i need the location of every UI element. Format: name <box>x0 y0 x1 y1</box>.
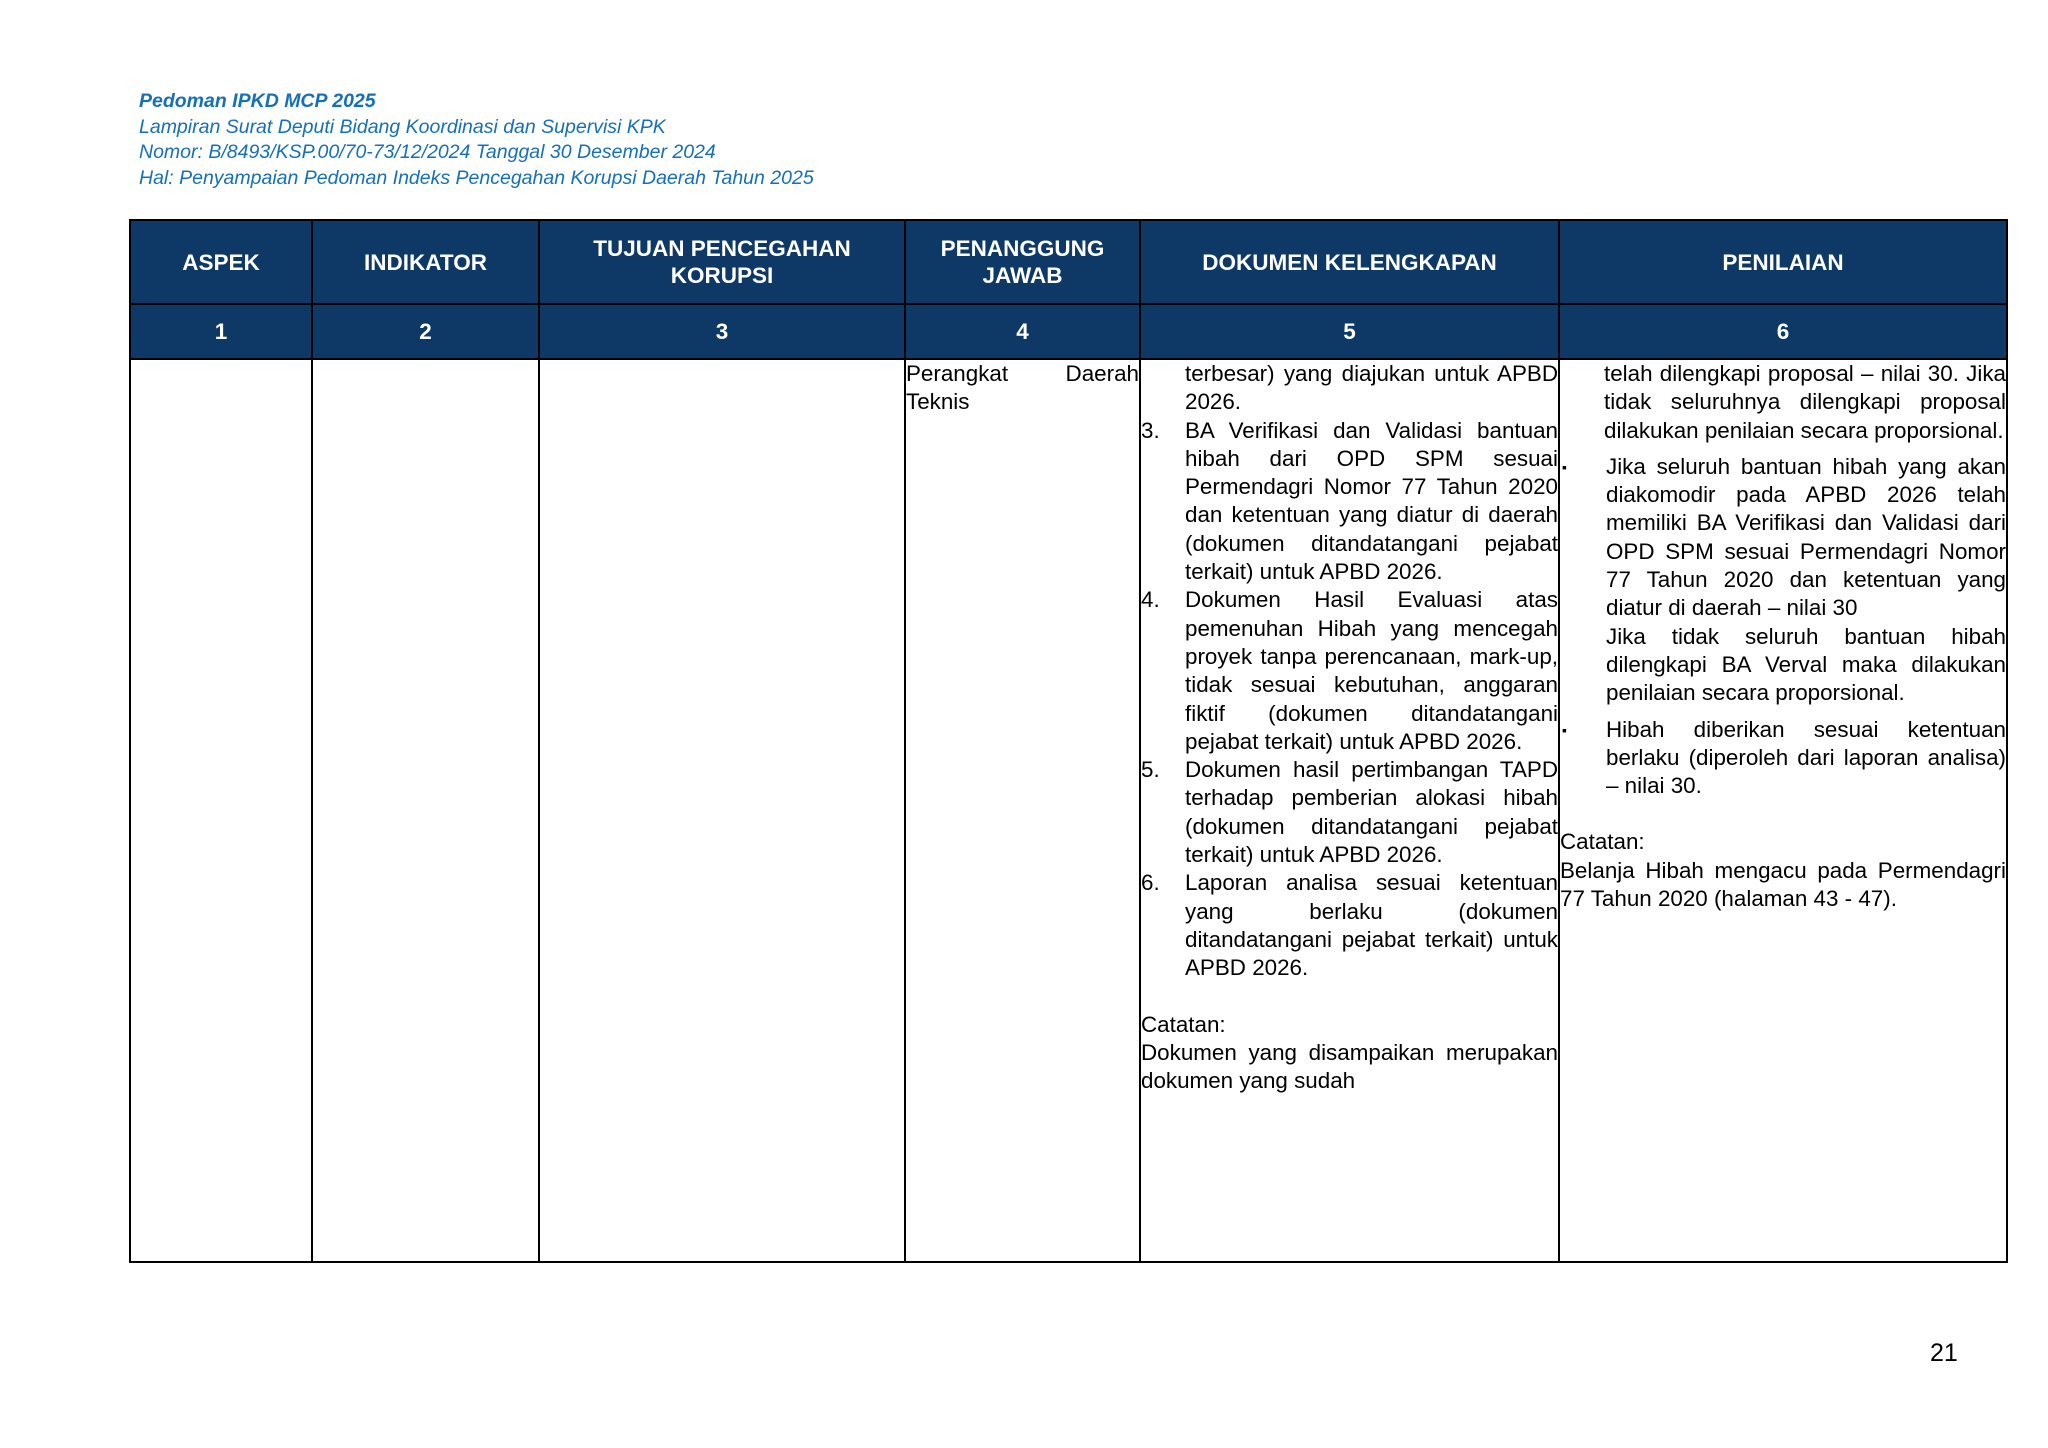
assessment-table <box>129 219 2008 1263</box>
header-line-attachment: Lampiran Surat Deputi Bidang Koordinasi dan Supervisi KPK <box>139 115 666 138</box>
table-header-row <box>130 220 2007 304</box>
column-number: 5 <box>1140 304 1559 359</box>
spacer <box>1560 800 2006 828</box>
column-number: 4 <box>905 304 1140 359</box>
header-line-subject: Hal: Penyampaian Pedoman Indeks Pencegahan Korupsi Daerah Tahun 2025 <box>139 166 814 189</box>
column-number: 6 <box>1559 304 2007 359</box>
list-item-text: Dokumen hasil pertimbangan TAPD terhadap pemberian alokasi hibah (dokumen ditandatangani pejabat terkait) untuk APBD 2026. <box>1185 757 1558 868</box>
dokumen-continuation: terbesar) yang diajukan untuk APBD 2026. <box>1185 361 1558 415</box>
list-number: 4. <box>1141 587 1160 613</box>
cell-tujuan <box>539 359 905 1262</box>
list-item <box>1141 586 1558 756</box>
column-header-dokumen: DOKUMEN KELENGKAPAN <box>1140 220 1559 304</box>
penilaian-continuation: telah dilengkapi proposal – nilai 30. Jika tidak seluruhnya dilengkapi proposal dilakukan penilaian secara proporsional. <box>1604 361 2006 443</box>
column-number: 1 <box>130 304 312 359</box>
list-item <box>1141 869 1558 982</box>
cell-penilaian <box>1559 359 2007 1262</box>
dokumen-note-label: Catatan: <box>1141 1011 1226 1037</box>
table-row <box>130 359 2007 1262</box>
column-header-tujuan: TUJUAN PENCEGAHAN KORUPSI <box>539 220 905 304</box>
list-item-text: BA Verifikasi dan Validasi bantuan hibah dari OPD SPM sesuai Permendagri Nomor 77 Tahun 2020 dan ketentuan yang diatur di daerah (dokumen ditandatangani pejabat terkait) untuk APBD 2026. <box>1185 417 1558 585</box>
column-header-indikator: INDIKATOR <box>312 220 539 304</box>
table-number-row <box>130 304 2007 359</box>
cell-indikator <box>312 359 539 1262</box>
list-item <box>1560 453 2006 708</box>
page-number: 21 <box>1930 1339 1958 1367</box>
list-number: 3. <box>1141 417 1160 443</box>
cell-penanggung-jawab <box>905 359 1140 1262</box>
list-item <box>1560 716 2006 801</box>
square-bullet-icon: ▪ <box>1562 721 1567 738</box>
cell-aspek <box>130 359 312 1262</box>
list-number: 5. <box>1141 757 1160 783</box>
bullet-text: Jika seluruh bantuan hibah yang akan diakomodir pada APBD 2026 telah memiliki BA Verifikasi dan Validasi dari OPD SPM sesuai Permendagri Nomor 77 Tahun 2020 dan ketentuan yang diatur di daerah – nilai 30 <box>1606 453 2006 621</box>
square-bullet-icon: ▪ <box>1562 458 1567 475</box>
column-header-penanggung-jawab: PENANGGUNG JAWAB <box>905 220 1140 304</box>
responsible-party: Perangkat Daerah Teknis <box>906 361 1139 415</box>
column-number: 3 <box>539 304 905 359</box>
header-line-number: Nomor: B/8493/KSP.00/70-73/12/2024 Tanggal 30 Desember 2024 <box>139 141 716 163</box>
penilaian-note-text: Belanja Hibah mengacu pada Permendagri 77 Tahun 2020 (halaman 43 - 47). <box>1560 857 2006 912</box>
column-header-aspek: ASPEK <box>130 220 312 304</box>
list-item <box>1141 756 1558 869</box>
document-title: Pedoman IPKD MCP 2025 <box>139 90 376 112</box>
list-item-text: Dokumen Hasil Evaluasi atas pemenuhan Hibah yang mencegah proyek tanpa perencanaan, mark-up, tidak sesuai kebutuhan, anggaran fiktif (dokumen ditandatangani pejabat terkait) untuk APBD 2026. <box>1185 587 1558 754</box>
bullet-text: Hibah diberikan sesuai ketentuan berlaku (diperoleh dari laporan analisa) – nilai 30. <box>1606 716 2006 799</box>
penilaian-note-label: Catatan: <box>1560 829 1645 855</box>
list-item-text: Laporan analisa sesuai ketentuan yang berlaku (dokumen ditandatangani pejabat terkait) untuk APBD 2026. <box>1185 870 1558 981</box>
list-number: 6. <box>1141 870 1160 896</box>
cell-dokumen-kelengkapan <box>1140 359 1559 1262</box>
column-header-penilaian: PENILAIAN <box>1559 220 2007 304</box>
document-header <box>139 89 814 191</box>
list-item <box>1141 417 1558 587</box>
column-number: 2 <box>312 304 539 359</box>
dokumen-note-text: Dokumen yang disampaikan merupakan dokumen yang sudah <box>1141 1039 1558 1094</box>
spacer <box>1141 983 1558 1011</box>
bullet-subtext: Jika tidak seluruh bantuan hibah dilengkapi BA Verval maka dilakukan penilaian secara proporsional. <box>1606 623 2006 706</box>
